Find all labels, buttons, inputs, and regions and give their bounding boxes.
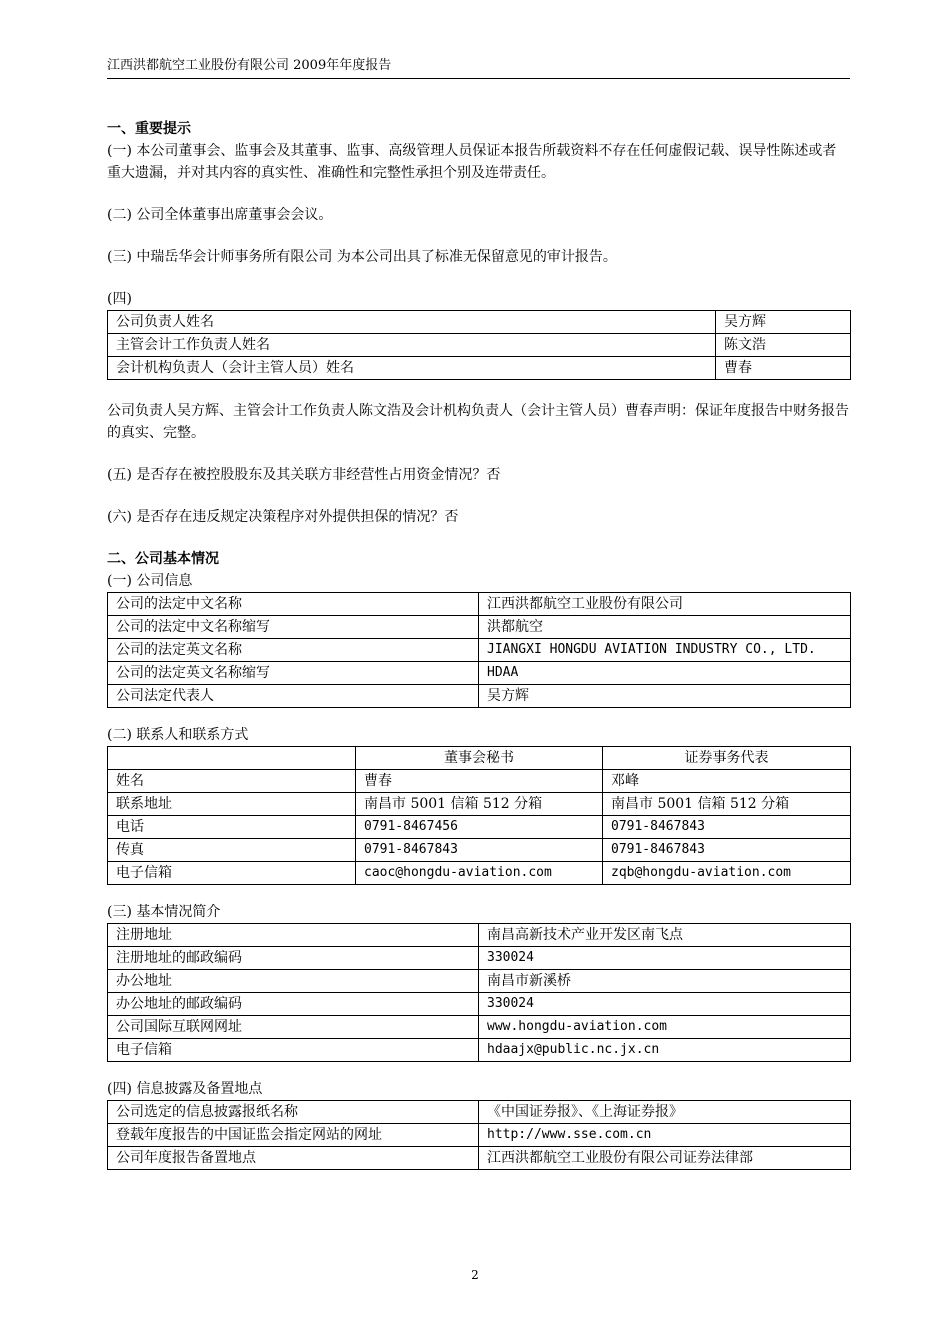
table-row [108, 334, 851, 357]
table-cell: 《中国证券报》、《上海证券报》 [479, 1101, 851, 1124]
table-cell: 电子信箱 [108, 862, 356, 885]
table-cell: 办公地址的邮政编码 [108, 993, 479, 1016]
table-cell: 0791-8467843 [603, 839, 851, 862]
table-cell: 公司的法定中文名称缩写 [108, 616, 479, 639]
notice-paragraph-3: (三) 中瑞岳华会计师事务所有限公司 为本公司出具了标准无保留意见的审计报告。 [107, 249, 617, 265]
page-number: 2 [471, 1268, 479, 1282]
table-cell: 姓名 [108, 770, 356, 793]
table-cell: 电子信箱 [108, 1039, 479, 1062]
subsection-contacts: (二) 联系人和联系方式 [107, 727, 249, 743]
table-cell: 陈文浩 [716, 334, 851, 357]
subsection-disclosure: (四) 信息披露及备置地点 [107, 1081, 263, 1097]
table-cell: hdaajx@public.nc.jx.cn [479, 1039, 851, 1062]
table-cell: 公司国际互联网网址 [108, 1016, 479, 1039]
table-row [108, 662, 851, 685]
notice-paragraph-6: (六) 是否存在违反规定决策程序对外提供担保的情况？否 [107, 509, 459, 525]
table-cell: 南昌高新技术产业开发区南飞点 [479, 924, 851, 947]
subsection-company-info: (一) 公司信息 [107, 573, 193, 589]
table-cell: 江西洪都航空工业股份有限公司证券法律部 [479, 1147, 851, 1170]
notice-paragraph-4-label: (四) [107, 291, 132, 307]
table-row [108, 947, 851, 970]
table-cell: 登载年度报告的中国证监会指定网站的网址 [108, 1124, 479, 1147]
table-row [108, 839, 851, 862]
table-cell: JIANGXI HONGDU AVIATION INDUSTRY CO., LTD. [479, 639, 851, 662]
table-cell: 主管会计工作负责人姓名 [108, 334, 716, 357]
table-row [108, 1039, 851, 1062]
table-cell: 公司年度报告备置地点 [108, 1147, 479, 1170]
table-cell: 会计机构负责人（会计主管人员）姓名 [108, 357, 716, 380]
subsection-basic-profile: (三) 基本情况简介 [107, 904, 221, 920]
table-cell: 公司的法定英文名称缩写 [108, 662, 479, 685]
table-row [108, 1101, 851, 1124]
table-cell: 吴方辉 [716, 311, 851, 334]
table-row [108, 357, 851, 380]
table-cell: www.hongdu-aviation.com [479, 1016, 851, 1039]
table-row [108, 616, 851, 639]
table-cell: 邓峰 [603, 770, 851, 793]
table-row [108, 816, 851, 839]
table-row [108, 1147, 851, 1170]
table-row [108, 993, 851, 1016]
table-cell: 吴方辉 [479, 685, 851, 708]
table-row [108, 639, 851, 662]
table-cell: 330024 [479, 947, 851, 970]
table-row [108, 593, 851, 616]
table-cell: 电话 [108, 816, 356, 839]
table-cell: 0791-8467843 [356, 839, 603, 862]
section-title-important-notice: 一、重要提示 [107, 121, 191, 137]
notice-paragraph-2: (二) 公司全体董事出席董事会会议。 [107, 207, 333, 223]
report-content [107, 118, 850, 1170]
table-cell: 0791-8467843 [603, 816, 851, 839]
table-cell: 注册地址的邮政编码 [108, 947, 479, 970]
table-cell: 公司的法定英文名称 [108, 639, 479, 662]
responsible-persons-table [107, 310, 851, 380]
table-cell: 公司负责人姓名 [108, 311, 716, 334]
table-row [108, 793, 851, 816]
section-title-basic-info: 二、公司基本情况 [107, 551, 219, 567]
table-cell: 0791-8467456 [356, 816, 603, 839]
contacts-table [107, 746, 851, 885]
table-row [108, 685, 851, 708]
table-cell: caoc@hongdu-aviation.com [356, 862, 603, 885]
table-cell: 注册地址 [108, 924, 479, 947]
table-row [108, 1124, 851, 1147]
table-cell: 传真 [108, 839, 356, 862]
basic-profile-table [107, 923, 851, 1062]
table-cell: http://www.sse.com.cn [479, 1124, 851, 1147]
table-row [108, 924, 851, 947]
table-header-cell [108, 747, 356, 770]
disclosure-table [107, 1100, 851, 1170]
table-header-row [108, 747, 851, 770]
table-cell: 江西洪都航空工业股份有限公司 [479, 593, 851, 616]
table-cell: 公司的法定中文名称 [108, 593, 479, 616]
table-row [108, 970, 851, 993]
table-cell: 南昌市新溪桥 [479, 970, 851, 993]
statement-paragraph: 公司负责人吴方辉、主管会计工作负责人陈文浩及会计机构负责人（会计主管人员）曹春声明：保证年度报告中财务报告的真实、完整。 [107, 403, 849, 441]
table-cell: 公司选定的信息披露报纸名称 [108, 1101, 479, 1124]
table-row [108, 862, 851, 885]
notice-paragraph-5: (五) 是否存在被控股股东及其关联方非经营性占用资金情况？否 [107, 467, 501, 483]
table-header-cell: 董事会秘书 [356, 747, 603, 770]
notice-paragraph-1: (一) 本公司董事会、监事会及其董事、监事、高级管理人员保证本报告所载资料不存在任何虚假记载、误导性陈述或者重大遗漏，并对其内容的真实性、准确性和完整性承担个别及连带责任。 [107, 143, 837, 181]
table-cell: zqb@hongdu-aviation.com [603, 862, 851, 885]
table-cell: 330024 [479, 993, 851, 1016]
table-cell: 联系地址 [108, 793, 356, 816]
table-cell: HDAA [479, 662, 851, 685]
table-row [108, 770, 851, 793]
table-cell: 南昌市 5001 信箱 512 分箱 [603, 793, 851, 816]
page-header: 江西洪都航空工业股份有限公司 2009年年度报告 [107, 56, 850, 79]
company-info-table [107, 592, 851, 708]
table-cell: 公司法定代表人 [108, 685, 479, 708]
table-cell: 南昌市 5001 信箱 512 分箱 [356, 793, 603, 816]
table-cell: 洪都航空 [479, 616, 851, 639]
table-row [108, 311, 851, 334]
table-cell: 曹春 [356, 770, 603, 793]
table-cell: 曹春 [716, 357, 851, 380]
table-cell: 办公地址 [108, 970, 479, 993]
table-row [108, 1016, 851, 1039]
table-header-cell: 证券事务代表 [603, 747, 851, 770]
